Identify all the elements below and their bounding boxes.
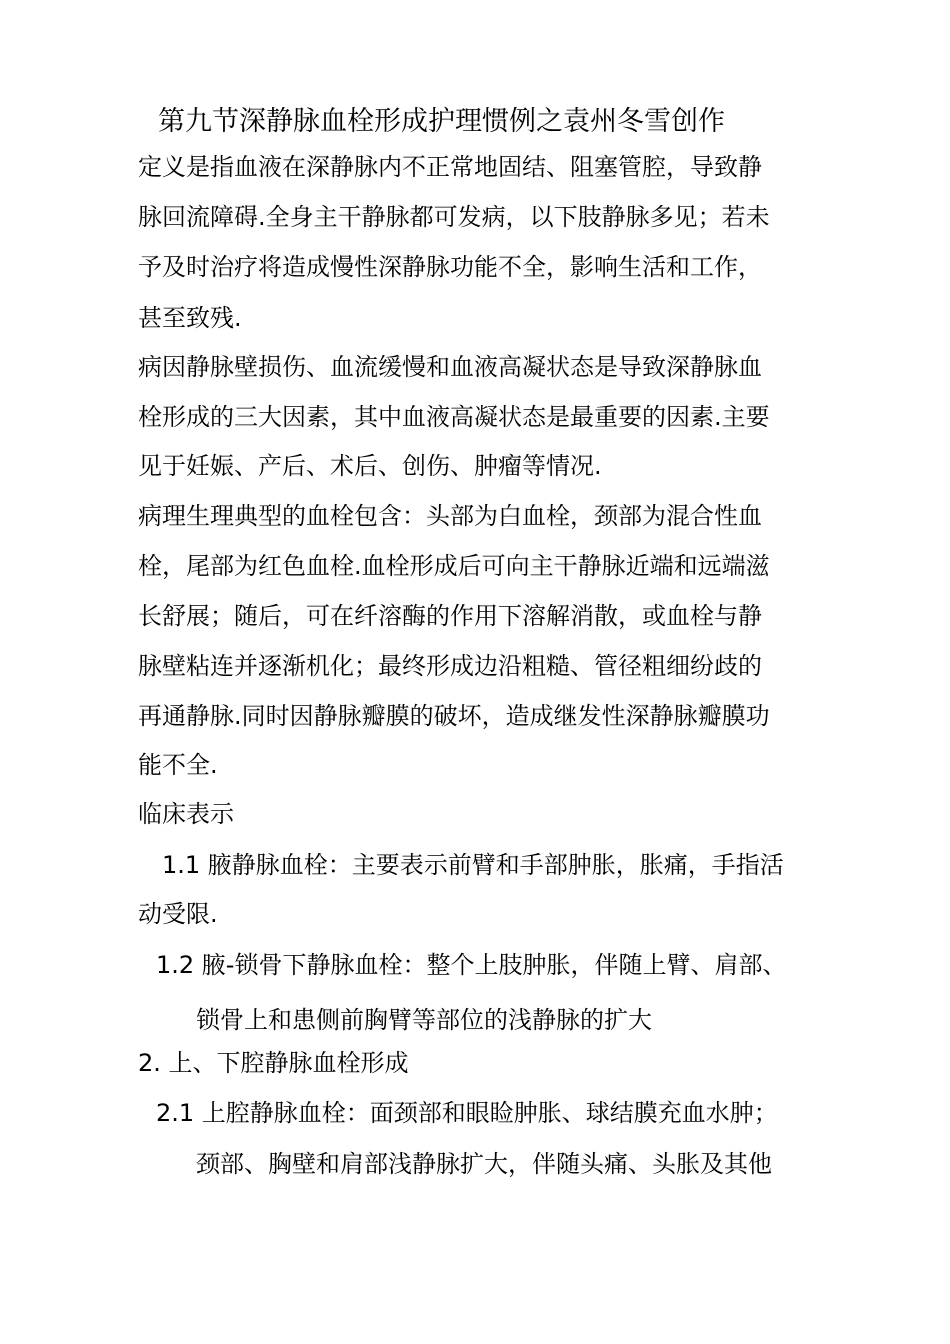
section-heading: 临床表示 xyxy=(138,800,234,828)
paragraph-line: 甚至致残. xyxy=(138,304,242,332)
paragraph-line: 病理生理典型的血栓包含：头部为白血栓，颈部为混合性血 xyxy=(138,502,762,530)
paragraph-line: 栓形成的三大因素，其中血液高凝状态是最重要的因素.主要 xyxy=(138,403,770,431)
paragraph-line: 予及时治疗将造成慢性深静脉功能不全，影响生活和工作， xyxy=(138,253,762,281)
document-title: 第九节深静脉血栓形成护理惯例之袁州冬雪创作 xyxy=(158,106,725,137)
paragraph-line: 病因静脉壁损伤、血流缓慢和血液高凝状态是导致深静脉血 xyxy=(138,353,762,381)
section-heading: 2. 上、下腔静脉血栓形成 xyxy=(138,1049,409,1077)
list-item-continuation: 颈部、胸壁和肩部浅静脉扩大，伴随头痛、头胀及其他 xyxy=(196,1150,772,1178)
paragraph-line: 再通静脉.同时因静脉瓣膜的破坏，造成继发性深静脉瓣膜功 xyxy=(138,702,770,730)
paragraph-line: 见于妊娠、产后、术后、创伤、肿瘤等情况. xyxy=(138,452,602,480)
list-item: 1.2 腋-锁骨下静脉血栓：整个上肢肿胀，伴随上臂、肩部、 xyxy=(156,951,787,979)
paragraph-line: 长舒展；随后，可在纤溶酶的作用下溶解消散，或血栓与静 xyxy=(138,602,762,630)
paragraph-line: 能不全. xyxy=(138,751,218,779)
list-item-continuation: 锁骨上和患侧前胸臂等部位的浅静脉的扩大 xyxy=(196,1006,652,1034)
paragraph-line: 定义是指血液在深静脉内不正常地固结、阻塞管腔，导致静 xyxy=(138,153,762,181)
list-item-continuation: 动受限. xyxy=(138,900,218,928)
list-item: 2.1 上腔静脉血栓：面颈部和眼睑肿胀、球结膜充血水肿； xyxy=(156,1099,778,1127)
paragraph-line: 脉回流障碍.全身主干静脉都可发病，以下肢静脉多见；若未 xyxy=(138,203,770,231)
paragraph-line: 栓，尾部为红色血栓.血栓形成后可向主干静脉近端和远端滋 xyxy=(138,552,770,580)
list-item: 1.1 腋静脉血栓：主要表示前臂和手部肿胀，胀痛，手指活 xyxy=(162,851,784,879)
paragraph-line: 脉壁粘连并逐渐机化；最终形成边沿粗糙、管径粗细纷歧的 xyxy=(138,652,762,680)
